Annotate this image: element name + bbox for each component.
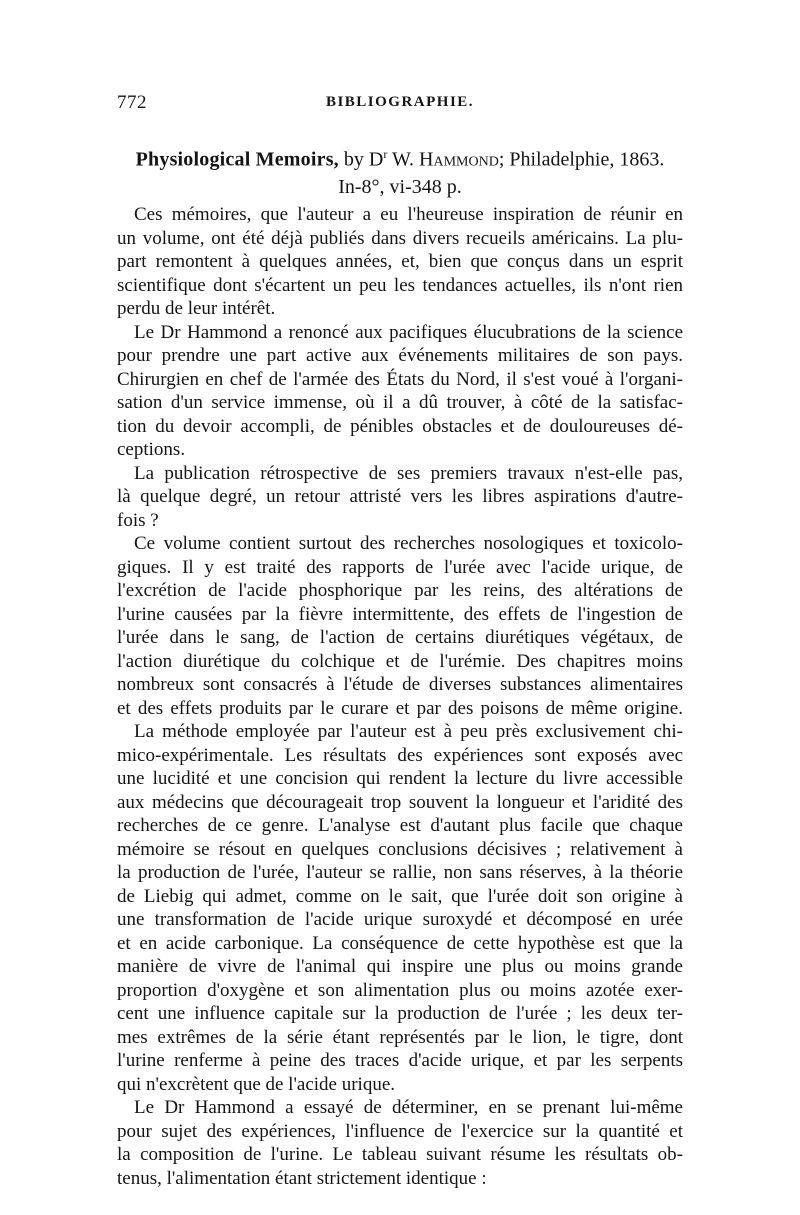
book-entry-heading [117, 141, 683, 201]
text-line: l'urine renferme à peine des traces d'acide urique, et par les serpents [117, 1050, 683, 1071]
publisher-info: ; Philadelphie, 1863. [498, 148, 665, 171]
text-line: Le Dr Hammond a essayé de déterminer, en se prenant lui-même [134, 1097, 683, 1118]
text-line: un volume, ont été déjà publiés dans divers recueils américains. La plu- [117, 227, 683, 249]
book-title: Physiological Memoirs, [135, 148, 339, 171]
text-line: nombreux sont consacrés à l'étude de diverses substances alimentaires [117, 674, 683, 695]
text-line: scientifique dont s'écartent un peu les tendances actuelles, ils n'ont rien [117, 274, 683, 296]
text-line: l'excrétion de l'acide phosphorique par les reins, des altérations de [117, 580, 683, 601]
text-line: une lucidité et une concision qui rendent la lecture du livre accessible [117, 768, 683, 789]
text-line: La méthode employée par l'auteur est à peu près exclusivement chi- [134, 721, 683, 742]
page-number: 772 [117, 92, 147, 113]
text-line: la production de l'urée, l'auteur se rallie, non sans réserves, à la théorie [117, 862, 683, 883]
text-line: cent une influence capitale sur la production de l'urée ; les deux ter- [117, 1003, 683, 1024]
text-line: mémoire se résout en quelques conclusions décisives ; relativement à [117, 838, 683, 860]
text-line: là quelque degré, un retour attristé vers les libres aspirations d'autre- [117, 486, 683, 507]
text-line: mico-expérimentale. Les résultats des expériences sont exposés avec [117, 744, 683, 766]
text-line: recherches de ce genre. L'analyse est d'autant plus facile que chaque [117, 815, 683, 836]
text-line: l'urine causées par la fièvre intermittente, des effets de l'ingestion de [117, 603, 683, 625]
text-line: aux médecins que décourageait trop souvent la longueur et l'aridité des [117, 791, 683, 813]
text-line: qui n'excrètent que de l'acide urique. [117, 1073, 396, 1095]
text-line: l'action diurétique du colchique et de l'urémie. Des chapitres moins [117, 650, 683, 672]
text-line: tenus, l'alimentation étant strictement identique : [117, 1167, 487, 1189]
by-text: by D [338, 148, 384, 171]
text-line: mes extrêmes de la série étant représentés par le lion, le tigre, dont [117, 1026, 683, 1048]
text-line: et en acide carbonique. La conséquence de cette hypothèse est que la [117, 932, 683, 954]
text-line: proportion d'oxygène et son alimentation plus ou moins azotée exer- [117, 979, 683, 1001]
running-title: BIBLIOGRAPHIE. [325, 94, 475, 110]
text-line: manière de vivre de l'animal qui inspire une plus ou moins grande [117, 956, 683, 977]
text-line: perdu de leur intérêt. [117, 298, 276, 319]
doctor-abbrev-sup: r [383, 147, 388, 161]
text-line: de Liebig qui admet, comme on le sait, que l'urée doit son origine à [117, 885, 683, 907]
text-line: Chirurgien en chef de l'armée des États du Nord, il s'est voué à l'organi- [117, 368, 683, 390]
text-line: ceptions. [117, 439, 186, 460]
text-line: pour sujet des expériences, l'influence de l'exercice sur la quantité et [117, 1120, 683, 1142]
text-line: pour prendre une part active aux événements militaires de son pays. [117, 345, 683, 366]
text-line: tion du devoir accompli, de pénibles obstacles et de douloureuses dé- [117, 415, 683, 437]
text-line: fois ? [117, 509, 159, 531]
text-line: part remontent à quelques années, et, bien que conçus dans un esprit [117, 251, 683, 272]
author-name: W. Hammond [387, 148, 499, 171]
book-entry-title-line [117, 141, 683, 174]
book-format: In-8°, vi-348 p. [338, 175, 462, 198]
text-line: Ce volume contient surtout des recherches nosologiques et toxicolo- [134, 533, 683, 554]
text-line: et des effets produits par le curare et par des poisons de même origine. [117, 697, 683, 719]
text-line: giques. Il y est traité des rapports de l'urée avec l'acide urique, de [117, 556, 683, 578]
text-line: Ces mémoires, que l'auteur a eu l'heureuse inspiration de réunir en [134, 204, 683, 225]
text-line: sation d'un service immense, où il a dû trouver, à côté de la satisfac- [117, 392, 683, 413]
page-header [117, 92, 683, 116]
text-line: Le Dr Hammond a renoncé aux pacifiques élucubrations de la science [134, 321, 683, 343]
review-text [117, 203, 683, 1190]
text-line: La publication rétrospective de ses premiers travaux n'est-elle pas, [134, 462, 683, 484]
text-line: une transformation de l'acide urique suroxydé et décomposé en urée [117, 909, 683, 930]
text-line: la composition de l'urine. Le tableau suivant résume les résultats ob- [117, 1144, 683, 1165]
text-line: l'urée dans le sang, de l'action de certains diurétiques végétaux, de [117, 627, 683, 648]
